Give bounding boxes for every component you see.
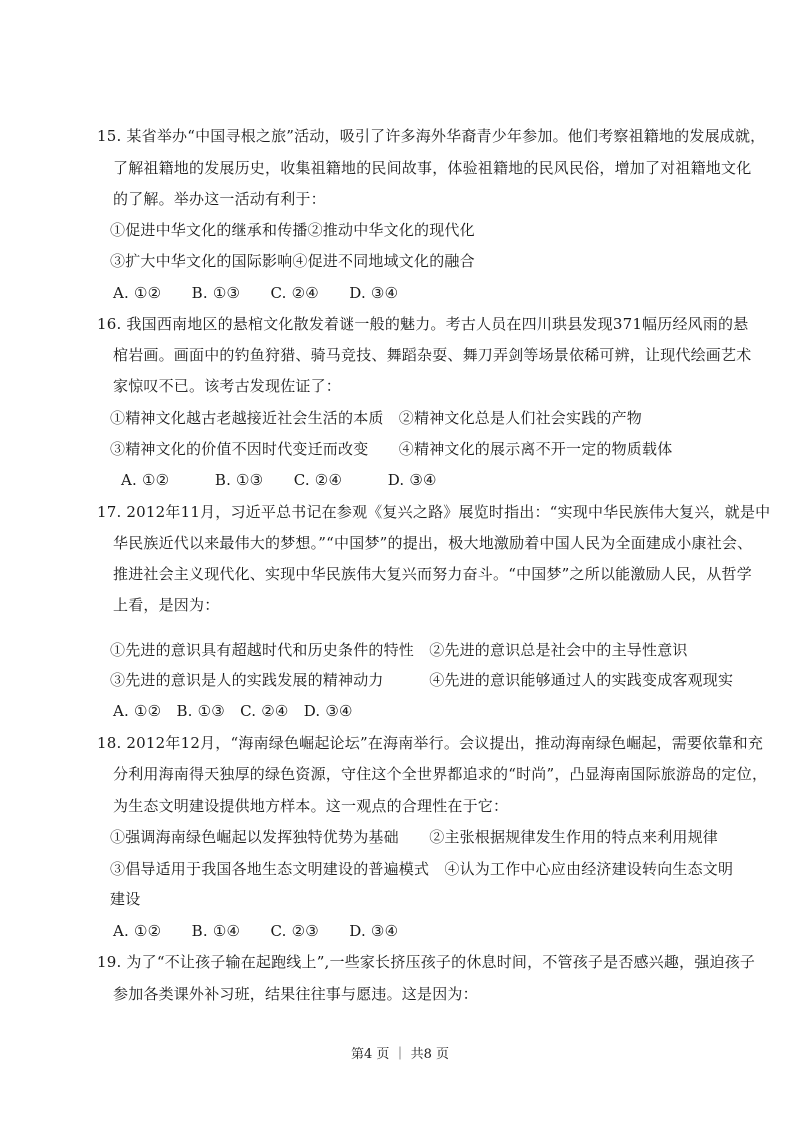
option-line: ①先进的意识具有超越时代和历史条件的特性 ②先进的意识总是社会中的主导性意识: [110, 641, 688, 659]
question-stem-line: 家惊叹不已。该考古发现佐证了：: [113, 377, 342, 395]
question-stem-line: 上看，是因为：: [113, 596, 220, 614]
option-line: ③精神文化的价值不因时代变迁而改变 ④精神文化的展示离不开一定的物质载体: [110, 440, 673, 458]
question-stem-line: 16. 我国西南地区的悬棺文化散发着谜一般的魅力。考古人员在四川珙县发现371幅历经风雨的悬: [97, 315, 749, 333]
question-stem-line: 18. 2012年12月，“海南绿色崛起论坛”在海南举行。会议提出，推动海南绿色崛起，需要依靠和充: [97, 734, 764, 752]
question-stem-line: 推进社会主义现代化、实现中华民族伟大复兴而努力奋斗。“中国梦”之所以能激励人民，从哲学: [113, 565, 752, 583]
option-line: ①强调海南绿色崛起以发挥独特优势为基础 ②主张根据规律发生作用的特点来利用规律: [110, 828, 719, 846]
page-number-footer: 第4 页 ｜ 共8 页: [350, 1047, 450, 1062]
question-stem-line: 的了解。举办这一活动有利于：: [113, 190, 326, 208]
question-stem-line: 了解祖籍地的发展历史，收集祖籍地的民间故事，体验祖籍地的民风民俗，增加了对祖籍地文化: [113, 159, 752, 177]
question-stem-line: 分利用海南得天独厚的绿色资源，守住这个全世界都追求的“时尚”，凸显海南国际旅游岛的定位，: [113, 765, 768, 783]
question-stem-line: 参加各类课外补习班，结果往往事与愿违。这是因为：: [113, 985, 478, 1003]
option-line: ③倡导适用于我国各地生态文明建设的普遍模式 ④认为工作中心应由经济建设转向生态文明: [110, 860, 734, 878]
option-line: ③先进的意识是人的实践发展的精神动力 ④先进的意识能够通过人的实践变成客观现实: [110, 671, 734, 689]
option-line: ①精神文化越古老越接近社会生活的本质 ②精神文化总是人们社会实践的产物: [110, 409, 643, 427]
answer-choices: A. ①② B. ①③ C. ②④ D. ③④: [121, 471, 437, 489]
answer-choices: A. ①② B. ①③ C. ②④ D. ③④: [113, 702, 353, 720]
question-stem-line: 17. 2012年11月，习近平总书记在参观《复兴之路》展览时指出：“实现中华民族伟大复兴，就是中: [97, 503, 771, 521]
question-stem-line: 棺岩画。画面中的钓鱼狩猎、骑马竞技、舞蹈杂耍、舞刀弄剑等场景依稀可辨，让现代绘画艺术: [113, 346, 752, 364]
answer-choices: A. ①② B. ①③ C. ②④ D. ③④: [113, 284, 399, 302]
option-line: ①促进中华文化的继承和传播②推动中华文化的现代化: [110, 221, 475, 239]
question-stem-line: 华民族近代以来最伟大的梦想。”“中国梦”的提出，极大地激励着中国人民为全面建成小康社会、: [113, 534, 753, 552]
option-line: ③扩大中华文化的国际影响④促进不同地域文化的融合: [110, 252, 475, 270]
answer-choices: A. ①② B. ①④ C. ②③ D. ③④: [113, 922, 399, 940]
question-stem-line: 19. 为了“不让孩子输在起跑线上”,一些家长挤压孩子的休息时间，不管孩子是否感兴趣，强迫孩子: [97, 953, 756, 971]
question-stem-line: 为生态文明建设提供地方样本。这一观点的合理性在于它：: [113, 797, 509, 815]
option-line: 建设: [110, 890, 141, 908]
question-stem-line: 15. 某省举办“中国寻根之旅”活动，吸引了许多海外华裔青少年参加。他们考察祖籍地的发展成就，: [97, 127, 766, 145]
